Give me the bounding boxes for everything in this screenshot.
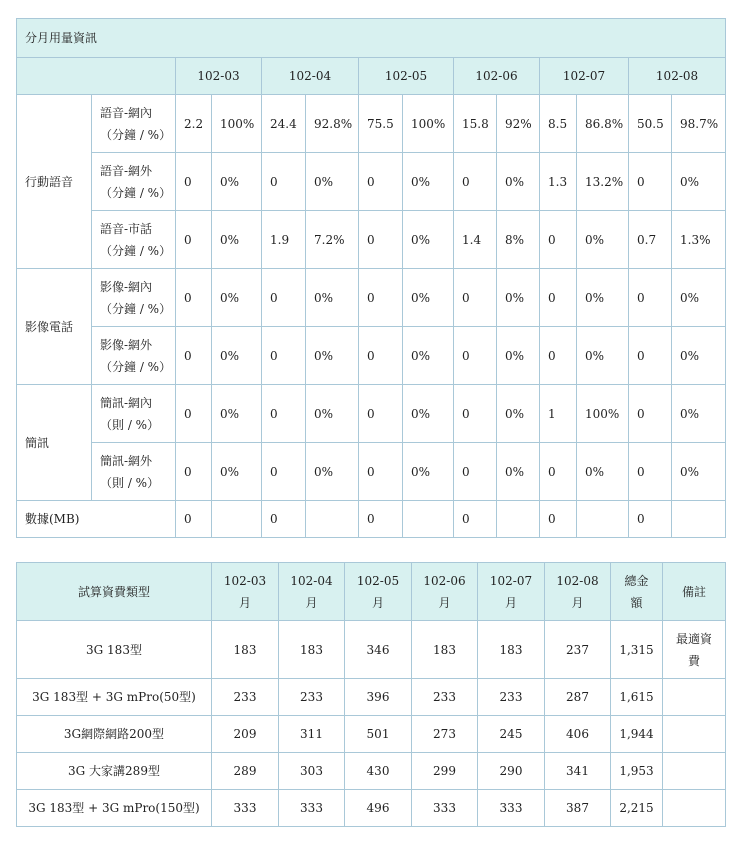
- plan-total-header: 總金 額: [611, 563, 663, 621]
- usage-category: 行動語音: [17, 95, 92, 269]
- usage-amount: 0: [454, 385, 497, 443]
- usage-amount: 0: [540, 269, 577, 327]
- usage-percent: 0%: [212, 385, 262, 443]
- usage-amount: 0: [454, 269, 497, 327]
- usage-amount: 0: [359, 327, 403, 385]
- plan-month-cost: 245: [478, 716, 545, 753]
- month-header: 102-03: [176, 58, 262, 95]
- usage-percent: 0%: [306, 443, 359, 501]
- plan-row: [17, 753, 726, 790]
- data-value: 0: [540, 501, 577, 538]
- usage-amount: 0.7: [629, 211, 672, 269]
- usage-percent: 0%: [212, 327, 262, 385]
- plan-month-cost: 396: [345, 679, 412, 716]
- plan-note: [663, 716, 726, 753]
- plan-month-header: 102-08 月: [545, 563, 611, 621]
- plan-month-cost: 233: [478, 679, 545, 716]
- usage-percent: 98.7%: [672, 95, 726, 153]
- usage-percent: 0%: [403, 269, 454, 327]
- usage-percent: 0%: [577, 443, 629, 501]
- usage-percent: 0%: [672, 443, 726, 501]
- usage-percent: 0%: [497, 269, 540, 327]
- plan-month-cost: 303: [279, 753, 345, 790]
- usage-percent: 0%: [403, 327, 454, 385]
- plan-note: [663, 790, 726, 827]
- usage-header-blank: [17, 58, 176, 95]
- usage-percent: 8%: [497, 211, 540, 269]
- usage-percent: 0%: [212, 211, 262, 269]
- usage-amount: 75.5: [359, 95, 403, 153]
- usage-amount: 0: [629, 385, 672, 443]
- usage-amount: 0: [454, 153, 497, 211]
- usage-percent: 86.8%: [577, 95, 629, 153]
- usage-percent: 100%: [212, 95, 262, 153]
- usage-row: [17, 385, 726, 443]
- usage-percent: 0%: [577, 211, 629, 269]
- usage-amount: 0: [262, 269, 306, 327]
- usage-amount: 24.4: [262, 95, 306, 153]
- usage-percent: 0%: [672, 327, 726, 385]
- usage-row: [17, 95, 726, 153]
- month-header: 102-05: [359, 58, 454, 95]
- usage-amount: 0: [629, 269, 672, 327]
- usage-percent: 0%: [577, 269, 629, 327]
- usage-amount: 0: [359, 443, 403, 501]
- usage-percent: 7.2%: [306, 211, 359, 269]
- plan-note-header: 備註: [663, 563, 726, 621]
- usage-percent: 0%: [403, 153, 454, 211]
- usage-percent: 0%: [212, 153, 262, 211]
- plan-total: 1,953: [611, 753, 663, 790]
- month-header: 102-07: [540, 58, 629, 95]
- plan-month-header: 102-07 月: [478, 563, 545, 621]
- plan-note: 最適資 費: [663, 621, 726, 679]
- usage-percent: 100%: [577, 385, 629, 443]
- plan-total: 2,215: [611, 790, 663, 827]
- usage-percent: 0%: [403, 385, 454, 443]
- usage-subcategory: 簡訊-網外 （則 / %）: [92, 443, 176, 501]
- plan-row: [17, 679, 726, 716]
- plan-month-cost: 183: [412, 621, 478, 679]
- usage-amount: 0: [454, 443, 497, 501]
- plan-month-header: 102-04 月: [279, 563, 345, 621]
- usage-amount: 1.4: [454, 211, 497, 269]
- usage-amount: 0: [176, 153, 212, 211]
- data-value: 0: [359, 501, 403, 538]
- plan-month-cost: 237: [545, 621, 611, 679]
- usage-row: [17, 269, 726, 327]
- plan-type-header: 試算資費類型: [17, 563, 212, 621]
- usage-row: [17, 211, 726, 269]
- usage-percent: 0%: [577, 327, 629, 385]
- plan-month-cost: 496: [345, 790, 412, 827]
- usage-subcategory: 影像-網外 （分鐘 / %）: [92, 327, 176, 385]
- usage-percent: 100%: [403, 95, 454, 153]
- usage-percent: 0%: [497, 153, 540, 211]
- plan-month-cost: 289: [212, 753, 279, 790]
- usage-amount: 0: [540, 327, 577, 385]
- usage-amount: 15.8: [454, 95, 497, 153]
- usage-amount: 0: [629, 153, 672, 211]
- plan-month-cost: 430: [345, 753, 412, 790]
- plan-month-cost: 233: [212, 679, 279, 716]
- usage-percent: 0%: [672, 153, 726, 211]
- plan-month-cost: 287: [545, 679, 611, 716]
- plan-month-cost: 333: [478, 790, 545, 827]
- plan-month-cost: 406: [545, 716, 611, 753]
- plan-total: 1,615: [611, 679, 663, 716]
- plan-note: [663, 753, 726, 790]
- plan-row: [17, 621, 726, 679]
- usage-amount: 0: [176, 211, 212, 269]
- usage-subcategory: 影像-網內 （分鐘 / %）: [92, 269, 176, 327]
- data-value: 0: [629, 501, 672, 538]
- plan-month-cost: 183: [212, 621, 279, 679]
- usage-amount: 0: [262, 153, 306, 211]
- plan-month-header: 102-03 月: [212, 563, 279, 621]
- usage-amount: 0: [262, 443, 306, 501]
- data-value: 0: [176, 501, 212, 538]
- usage-subcategory: 簡訊-網內 （則 / %）: [92, 385, 176, 443]
- usage-amount: 8.5: [540, 95, 577, 153]
- usage-amount: 0: [629, 443, 672, 501]
- usage-category: 簡訊: [17, 385, 92, 501]
- plan-month-cost: 233: [279, 679, 345, 716]
- plan-name: 3G 183型 + 3G mPro(50型): [17, 679, 212, 716]
- plan-month-cost: 333: [212, 790, 279, 827]
- usage-amount: 1.3: [540, 153, 577, 211]
- plan-month-cost: 501: [345, 716, 412, 753]
- usage-percent: 0%: [306, 385, 359, 443]
- usage-percent: 0%: [497, 385, 540, 443]
- plan-month-cost: 299: [412, 753, 478, 790]
- plan-row: [17, 716, 726, 753]
- usage-category: 影像電話: [17, 269, 92, 385]
- usage-amount: 50.5: [629, 95, 672, 153]
- usage-title: 分月用量資訊: [17, 19, 726, 58]
- plan-total: 1,315: [611, 621, 663, 679]
- plan-name: 3G 大家講289型: [17, 753, 212, 790]
- plan-month-cost: 233: [412, 679, 478, 716]
- usage-amount: 2.2: [176, 95, 212, 153]
- data-value: 0: [454, 501, 497, 538]
- plan-row: [17, 790, 726, 827]
- usage-percent: 0%: [672, 385, 726, 443]
- data-usage-row: [17, 501, 726, 538]
- usage-row: [17, 443, 726, 501]
- usage-percent: 0%: [212, 443, 262, 501]
- usage-amount: 0: [359, 211, 403, 269]
- plan-month-cost: 209: [212, 716, 279, 753]
- usage-percent: 0%: [403, 443, 454, 501]
- plan-month-cost: 333: [412, 790, 478, 827]
- usage-percent: 1.3%: [672, 211, 726, 269]
- usage-percent: 92.8%: [306, 95, 359, 153]
- usage-percent: 0%: [306, 153, 359, 211]
- usage-row: [17, 327, 726, 385]
- plan-month-cost: 290: [478, 753, 545, 790]
- data-usage-label: 數據(MB): [17, 501, 176, 538]
- usage-percent: 0%: [497, 443, 540, 501]
- plan-month-cost: 183: [478, 621, 545, 679]
- plan-month-cost: 387: [545, 790, 611, 827]
- usage-amount: 0: [359, 385, 403, 443]
- plan-month-cost: 273: [412, 716, 478, 753]
- usage-amount: 0: [176, 443, 212, 501]
- usage-percent: 0%: [306, 269, 359, 327]
- usage-percent: 0%: [403, 211, 454, 269]
- usage-amount: 0: [176, 269, 212, 327]
- data-value: 0: [262, 501, 306, 538]
- plans-table: [16, 562, 726, 827]
- usage-percent: 92%: [497, 95, 540, 153]
- usage-amount: 0: [176, 385, 212, 443]
- plan-month-header: 102-06 月: [412, 563, 478, 621]
- usage-amount: 0: [540, 211, 577, 269]
- plan-month-cost: 341: [545, 753, 611, 790]
- usage-percent: 0%: [212, 269, 262, 327]
- usage-amount: 0: [540, 443, 577, 501]
- plan-total: 1,944: [611, 716, 663, 753]
- plan-month-cost: 311: [279, 716, 345, 753]
- usage-percent: 0%: [306, 327, 359, 385]
- plan-month-cost: 346: [345, 621, 412, 679]
- month-header: 102-08: [629, 58, 726, 95]
- usage-amount: 0: [262, 385, 306, 443]
- plan-name: 3G 183型: [17, 621, 212, 679]
- usage-subcategory: 語音-市話 （分鐘 / %）: [92, 211, 176, 269]
- plan-name: 3G網際網路200型: [17, 716, 212, 753]
- usage-amount: 0: [454, 327, 497, 385]
- usage-row: [17, 153, 726, 211]
- usage-amount: 0: [629, 327, 672, 385]
- usage-amount: 1: [540, 385, 577, 443]
- usage-amount: 0: [262, 327, 306, 385]
- usage-percent: 13.2%: [577, 153, 629, 211]
- usage-subcategory: 語音-網內 （分鐘 / %）: [92, 95, 176, 153]
- usage-table: [16, 18, 726, 538]
- plan-note: [663, 679, 726, 716]
- usage-percent: 0%: [497, 327, 540, 385]
- plan-month-header: 102-05 月: [345, 563, 412, 621]
- usage-amount: 1.9: [262, 211, 306, 269]
- usage-amount: 0: [359, 269, 403, 327]
- plan-name: 3G 183型 + 3G mPro(150型): [17, 790, 212, 827]
- usage-amount: 0: [176, 327, 212, 385]
- plan-month-cost: 183: [279, 621, 345, 679]
- usage-percent: 0%: [672, 269, 726, 327]
- month-header: 102-06: [454, 58, 540, 95]
- plan-month-cost: 333: [279, 790, 345, 827]
- month-header: 102-04: [262, 58, 359, 95]
- usage-amount: 0: [359, 153, 403, 211]
- usage-subcategory: 語音-網外 （分鐘 / %）: [92, 153, 176, 211]
